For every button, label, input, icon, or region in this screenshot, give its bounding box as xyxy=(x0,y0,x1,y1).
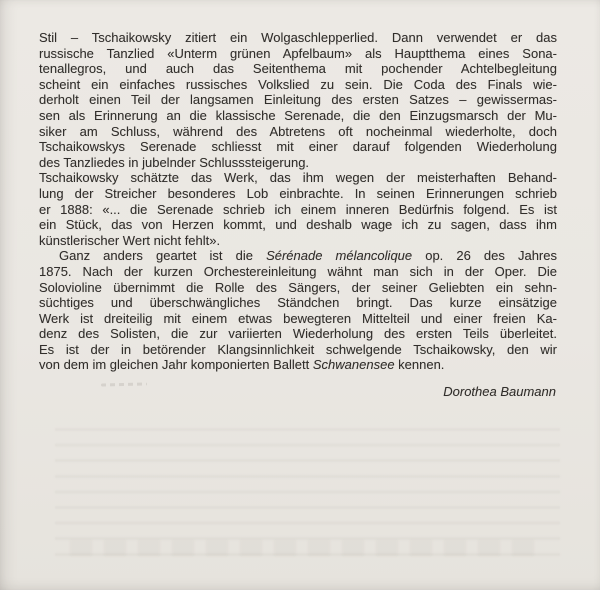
text-line xyxy=(39,92,557,108)
text-segment: siker am Schluss, während des Abtretens oft nocheinmal wiederholte, doch xyxy=(39,123,557,139)
text-segment: op. 26 des Jahres xyxy=(412,248,557,264)
text-segment: russische Tanzlied «Unterm grünen Apfelbaum» als Hauptthema eines Sona- xyxy=(39,45,557,61)
text-segment: Stil – Tschaikowsky zitiert ein Wolgaschlepperlied. Dann verwendet er das xyxy=(39,30,557,45)
text-line xyxy=(39,61,557,77)
text-segment: Tschaikowsky schätzte das Werk, das ihm wegen der meisterhaften Behand- xyxy=(39,170,557,186)
text-segment: kennen. xyxy=(394,357,445,373)
text-segment: scheint ein einfaches russisches Volkslied zu sein. Die Coda des Finals wie- xyxy=(39,76,557,92)
text-segment: von dem im gleichen Jahr komponierten Ballett xyxy=(39,357,313,373)
text-segment: Solovioline übernimmt die Rolle des Sängers, der seiner Geliebten ein sehn- xyxy=(39,279,557,295)
text-line xyxy=(39,46,557,62)
text-line xyxy=(39,311,557,327)
text-segment: er 1888: «... die Serenade schrieb ich einem inneren Bedürfnis folgend. Es ist xyxy=(39,201,557,217)
text-segment: süchtiges und überschwängliches Ständchen bringt. Das kurze einsätzige xyxy=(39,295,557,311)
bleed-through-texture xyxy=(55,428,560,568)
text-line xyxy=(39,248,557,264)
text-line xyxy=(39,108,557,124)
text-segment: 1875. Nach der kurzen Orchestereinleitung wähnt man sich in der Oper. Die xyxy=(39,263,557,279)
text-line xyxy=(39,217,557,233)
text-line xyxy=(39,30,557,46)
text-line xyxy=(39,170,557,186)
text-line xyxy=(39,186,557,202)
text-segment: lung der Streicher besonderes Lob einbrachte. In seinen Erinnerungen schrieb xyxy=(39,185,557,201)
text-segment: Werk ist dreiteilig mit einem etwas bewegteren Mittelteil und einer freien Ka- xyxy=(39,310,557,326)
text-line xyxy=(39,342,557,358)
text-segment: derholt einen Teil der langsamen Einleitung des ersten Satzes – gewissermas- xyxy=(39,92,557,108)
author-credit: Dorothea Baumann xyxy=(443,384,556,399)
text-segment: tenallegros, und auch das Seitenthema mit pochender Achtelbegleitung xyxy=(39,61,557,77)
text-block xyxy=(39,30,557,373)
pencil-mark xyxy=(101,383,147,387)
text-segment: des Tanzliedes in jubelnder Schlusssteigerung. xyxy=(39,154,310,170)
text-line xyxy=(39,295,557,311)
text-segment: sen als Erinnerung an die klassische Serenade, die den Einzugsmarsch der Mu- xyxy=(39,107,557,123)
text-line xyxy=(39,124,557,140)
text-line xyxy=(39,326,557,342)
text-segment: ein Stück, das von Herzen kommt, und deshalb wage ich zu sagen, dass ihm xyxy=(39,217,557,233)
text-segment: Es ist der in betörender Klangsinnlichkeit schwelgende Tschaikowsky, den wir xyxy=(39,341,557,357)
bleed-through-texture-2 xyxy=(70,540,540,556)
text-line xyxy=(39,264,557,280)
text-line xyxy=(39,233,557,249)
text-segment: denz des Solisten, die zur variierten Wiederholung des ersten Teils überleitet. xyxy=(39,326,557,342)
text-line xyxy=(39,280,557,296)
text-segment: Tschaikowskys Serenade schliesst mit einer darauf folgenden Wiederholung xyxy=(39,139,557,155)
text-line xyxy=(39,155,557,171)
text-line xyxy=(39,139,557,155)
italic-text: Schwanensee xyxy=(312,357,395,373)
text-segment: künstlerischer Wert nicht fehlt». xyxy=(39,232,221,248)
text-line xyxy=(39,77,557,93)
italic-text: Sérénade mélancolique xyxy=(266,248,413,264)
text-segment: Ganz anders geartet ist die xyxy=(59,248,267,264)
text-line xyxy=(39,202,557,218)
text-line xyxy=(39,357,557,373)
